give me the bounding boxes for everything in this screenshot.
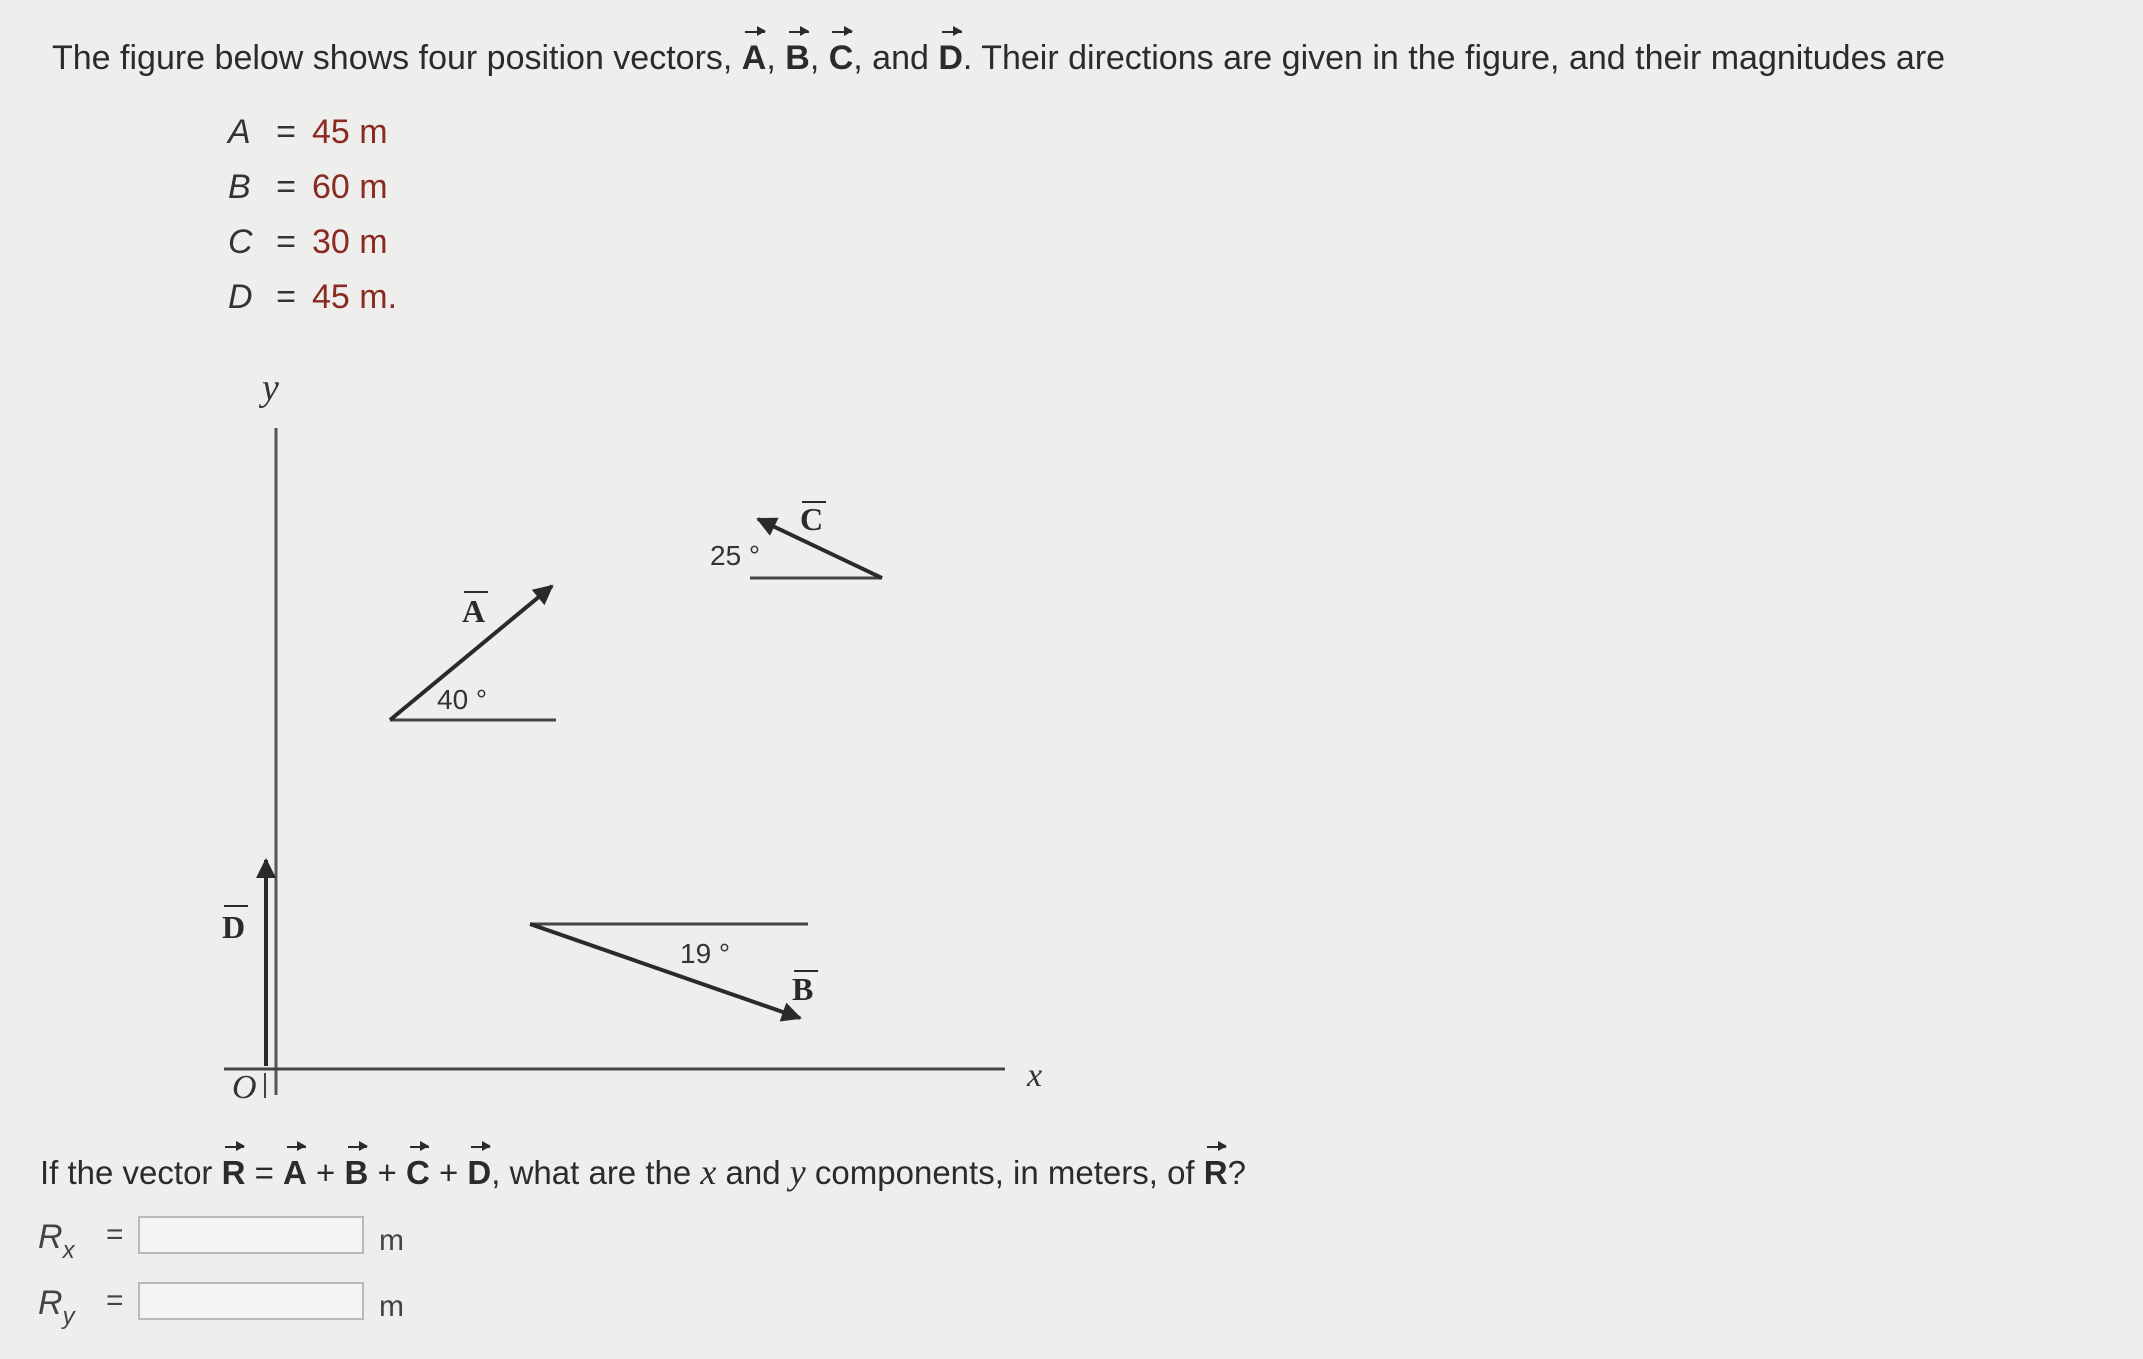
magnitude-value: 60 m bbox=[312, 168, 388, 206]
question-text bbox=[40, 1150, 1246, 1195]
vector-c-angle: 25 ° bbox=[710, 540, 761, 571]
rx-input[interactable] bbox=[138, 1216, 364, 1254]
question-plus: + bbox=[368, 1154, 406, 1191]
vector-b-arrow bbox=[530, 924, 800, 1018]
intro-suffix: . Their directions are given in the figure, and their magnitudes are bbox=[962, 39, 1946, 77]
magnitude-var: D bbox=[228, 278, 253, 316]
answer-sub: y bbox=[62, 1303, 75, 1330]
vector-c-label: C bbox=[800, 501, 824, 537]
answer-eq: = bbox=[106, 1284, 124, 1317]
vector-a-angle: 40 ° bbox=[437, 684, 488, 715]
answer-unit: m bbox=[379, 1224, 404, 1257]
question-plus: + bbox=[306, 1154, 345, 1191]
intro-text: The figure below shows four position vectors, bbox=[52, 39, 742, 77]
magnitude-value: 30 m bbox=[312, 223, 388, 261]
magnitude-value: 45 m. bbox=[312, 278, 398, 316]
answer-eq: = bbox=[106, 1218, 124, 1251]
question-middle: , what are the bbox=[491, 1154, 701, 1191]
question-vector-c: C bbox=[406, 1151, 430, 1195]
question-vector-a: A bbox=[283, 1151, 307, 1195]
vector-b-symbol: B bbox=[785, 36, 810, 80]
question-end: ? bbox=[1227, 1154, 1246, 1191]
question-and: and bbox=[716, 1154, 790, 1191]
vector-b-angle: 19 ° bbox=[680, 938, 731, 969]
magnitude-eq: = bbox=[276, 278, 296, 316]
question-eq: = bbox=[245, 1154, 284, 1191]
question-vector-b: B bbox=[345, 1151, 369, 1195]
answer-ry-label bbox=[38, 1284, 75, 1331]
magnitude-var: B bbox=[228, 168, 251, 206]
answer-rx-label bbox=[38, 1218, 75, 1265]
question-suffix: components, in meters, of bbox=[805, 1154, 1204, 1191]
intro-sep-b: , bbox=[809, 39, 829, 77]
vector-a-symbol: A bbox=[742, 36, 767, 80]
origin-label: O bbox=[232, 1069, 257, 1106]
vector-a-label: A bbox=[462, 593, 486, 629]
intro-sep-c: , and bbox=[853, 39, 939, 77]
magnitude-eq: = bbox=[276, 223, 296, 261]
vector-d-symbol: D bbox=[938, 36, 963, 80]
vector-d-label: D bbox=[222, 909, 246, 945]
answer-sub: x bbox=[62, 1237, 75, 1264]
ry-input[interactable] bbox=[138, 1282, 364, 1320]
magnitude-var: A bbox=[228, 113, 251, 151]
magnitude-var: C bbox=[228, 223, 253, 261]
magnitude-value: 45 m bbox=[312, 113, 388, 151]
x-axis-label: x bbox=[1027, 1057, 1043, 1094]
intro-sep-a: , bbox=[766, 39, 786, 77]
magnitude-eq: = bbox=[276, 113, 296, 151]
vector-r-symbol: R bbox=[222, 1151, 246, 1195]
y-axis-label: y bbox=[262, 367, 279, 409]
question-y-var: y bbox=[789, 1152, 806, 1192]
question-x-var: x bbox=[700, 1152, 717, 1192]
answer-var: R bbox=[38, 1218, 63, 1256]
vector-b-label: B bbox=[792, 971, 814, 1007]
magnitude-eq: = bbox=[276, 168, 296, 206]
answer-var: R bbox=[38, 1284, 63, 1322]
question-prefix: If the vector bbox=[40, 1154, 222, 1191]
vector-c-symbol: C bbox=[829, 36, 854, 80]
question-vector-d: D bbox=[467, 1151, 491, 1195]
answer-unit: m bbox=[379, 1290, 404, 1323]
question-plus: + bbox=[429, 1154, 468, 1191]
question-vector-r: R bbox=[1204, 1151, 1228, 1195]
